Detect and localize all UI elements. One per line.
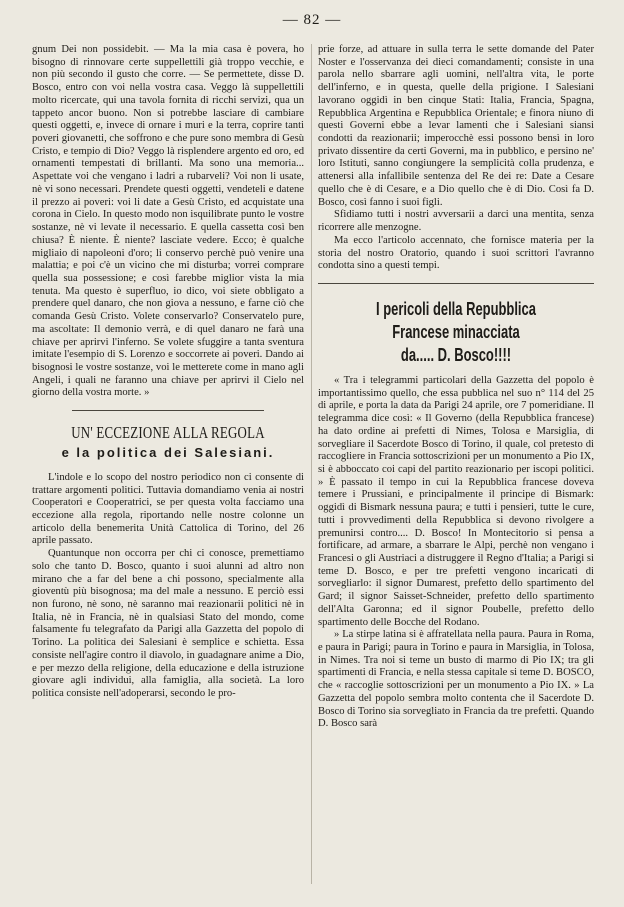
section-separator-right (318, 283, 594, 284)
left-paragraph-1: gnum Dei non possidebit. — Ma la mia casa è povera, ho bisogno di rinnovare certe suppellettili già troppo vecchie, e non più secondo il gusto che corre. — Se permettete, disse D. Bosco, entro con voi nella vostra casa. Veggo là suppellettili molto ricercate, qui una tavola fornita di ricchi servizi, qua un tappeto ancor buono. Non si potrebbe lasciare di cambiare questi oggetti, e, invece di ornare i muri e la terra, coprire tanti poveri giovanetti, che soffrono e che pure sono membra di Gesù Cristo, e tempio di Dio? Veggo là risplendere argento ed oro, ed ornamenti tempestati di brillanti. Ma sono una memoria... Aspettate voi che vengano i ladri a rubarveli? Voi non li usate, nè vi sono necessari. Prendete questi oggetti, vendeteli e datene il prezzo ai poveri: voi li date a Gesù Cristo, ed acquistate una corona in Cielo. In questo modo non isquilibrate punto le vostre sostanze, nè vi levate il necessario. E quella cassetta così ben chiusa? È niente. È niente? lasciate vedere. Ecco; è qualche migliaio di napoleoni d'oro; li conservo perchè può venire una malattia; e poi c'è un vicino che mi disturba; vorrei comprare quella sua possessione; e così farebbe miglior vista la mia tenuta. Ma questo è superfluo, io dico, voi siete obbligato a prendere quel danaro, che non giova a nessuno, e farne ciò che comanda Gesù Cristo. Volete conservarlo? Conservatelo pure, ma ascoltate: Il demonio verrà, e di quel danaro ne farà una chiave per aprirvi l'inferno. Se volete sfuggire a tanta sventura imitate l'esempio di S. Lorenzo e soccorrete ai poveri. Dando ai bisognosi le vostre sostanze, voi le metterete come in mano agli Angeli, i quali ne faranno una chiave per aprirvi il Cielo nel giorno della vostra morte. » (32, 44, 304, 399)
article-heading-line-1: I pericoli della Repubblica Francese minacciata (376, 298, 536, 342)
right-paragraph-1: prie forze, ad attuare in sulla terra le sette domande del Pater Noster e l'osservanza dei dieci comandamenti; consiste in una parola nello sbarrare agli uomini, nell'altra vita, le porte dell'inferno, e in questa, quelle della prigione. I Salesiani lavorano oggidì in ben cinque Stati: Italia, Francia, Spagna, Repubblica Argentina e Repubblica Orientale; e finora niuno di questi Governi ebbe a levar lamenti che i Salesiani siansi condotti da reazionarii; imperocchè essi possono bensì in loro privato dissentire da certi Governi, ma in pubblico, e persino ne' loro Istituti, sanno congiungere la semplicità colla prudenza, e attenersi alla infallibile sentenza del Re dei re: Date a Cesare quello che è di Cesare, e a Dio quello che è di Dio. Così fa D. Bosco, così fanno i suoi figli. (318, 44, 594, 208)
left-paragraph-3: Quantunque non occorra per chi ci conosce, premettiamo solo che tanto D. Bosco, quanto i suoi alunni ad altro non mirano che a far del bene a chi possono, specialmente alla gioventù più bisognosa; ma del male a nessuno. E perciò essi non furono, nè sono, nè saranno mai reazionarii politici nè in Italia, nè in Francia, nè in qualsiasi Stato del mondo, come falsamente fu telegrafato da Parigi alla Gazzetta del popolo di Torino. La politica dei Salesiani è semplice e schietta. Essa consiste nell'agire contro il diavolo, in guadagnare anime a Dio, e per mezzo della religione, della educazione e della istruzione giovare agli individui, alla famiglia, alla società. La loro politica consiste nell'adoperarsi, secondo le pro- (32, 548, 304, 700)
left-paragraph-2: L'indole e lo scopo del nostro periodico non ci consente di trattare argomenti politici. Tuttavia domandiamo venia ai nostri Cooperatori e Cooperatrici, se per questa volta facciamo una eccezione alla regola, riportando nelle nostre colonne un articolo della benemerita Unità Cattolica di Torino, del 26 aprile passato. (32, 471, 304, 547)
right-paragraph-3: Ma ecco l'articolo accennato, che fornisce materia per la storia del nostro Oratorio, quando i suoi scrittori l'avranno condotta sino a questi tempi. (318, 234, 594, 272)
right-paragraph-4: « Tra i telegrammi particolari della Gazzetta del popolo è importantissimo quello, che essa pubblica nel suo n° 114 del 25 di aprile, e porta la data da Parigi 24 aprile, ore 7 pomeridiane. Il telegramma dice così: « Il Governo (della Repubblica francese) ha dato ordine ai prefetti di Nimes, Tolosa e Marsiglia, di sorvegliare il Sacerdote Bosco di Torino, il quale, col pretesto di raccogliere in Francia sottoscrizioni per un monumento a Pio IX, si è abboccato coi capi del partito reazionario per iscopi politici. » È passato il tempo in cui la Repubblica francese doveva temere i Prussiani, e principalmente il principe di Bismark: oggidì di Bismark nessuna paura; e tutti i pensieri, tutte le cure, tutti i provvedimenti della Repubblica si devono rivolgere a premunirsi contro.... D. Bosco! In Montecitorio si pensa a fortificare, ad armare, a sbarrare le Alpi, perchè non vengano i Francesi o gli Austriaci a distruggere il Regno d'Italia; a Parigi si teme D. Bosco, e per tre prefetti vengono incaricati di sorvegliarlo: il signor Dumarest, prefetto dello spartimento del Gard; il signor Saisset-Schneider, prefetto dello spartimento dell'Alta Garonna; ed il signor Poubelle, prefetto dello spartimento delle Bocche del Rodano. (318, 374, 594, 628)
article-heading-subtitle: e la politica dei Salesiani. (61, 445, 275, 461)
left-column (32, 44, 304, 701)
right-paragraph-5: » La stirpe latina si è affratellata nella paura. Paura in Roma, e paura in Parigi; paura in Torino e paura in Marsiglia, in Tolosa, in Nimes. Tra noi si teme un busto di marmo di Pio IX; tra gli spartimenti di Francia, e nella stessa capitale si teme D. BOSCO, che « raccoglie sottoscrizioni per un monumento a Pio IX. » La Gazzetta del popolo sembra molto contenta che il Sacerdote D. Bosco di Torino sia sorvegliato in Francia da tre prefetti. Quando D. Bosco sarà (318, 629, 594, 730)
article-heading-title: UN' ECCEZIONE ALLA REGOLA (71, 423, 265, 443)
right-column (318, 44, 594, 731)
page-number: — 82 — (282, 12, 342, 28)
column-divider (311, 44, 312, 884)
right-paragraph-2: Sfidiamo tutti i nostri avversarii a darci una mentita, senza ricorrere alle menzogne. (318, 209, 594, 234)
section-separator (72, 410, 264, 411)
heading-gap (318, 367, 594, 375)
article-heading-line-2: da..... D. Bosco!!!! (400, 344, 512, 365)
